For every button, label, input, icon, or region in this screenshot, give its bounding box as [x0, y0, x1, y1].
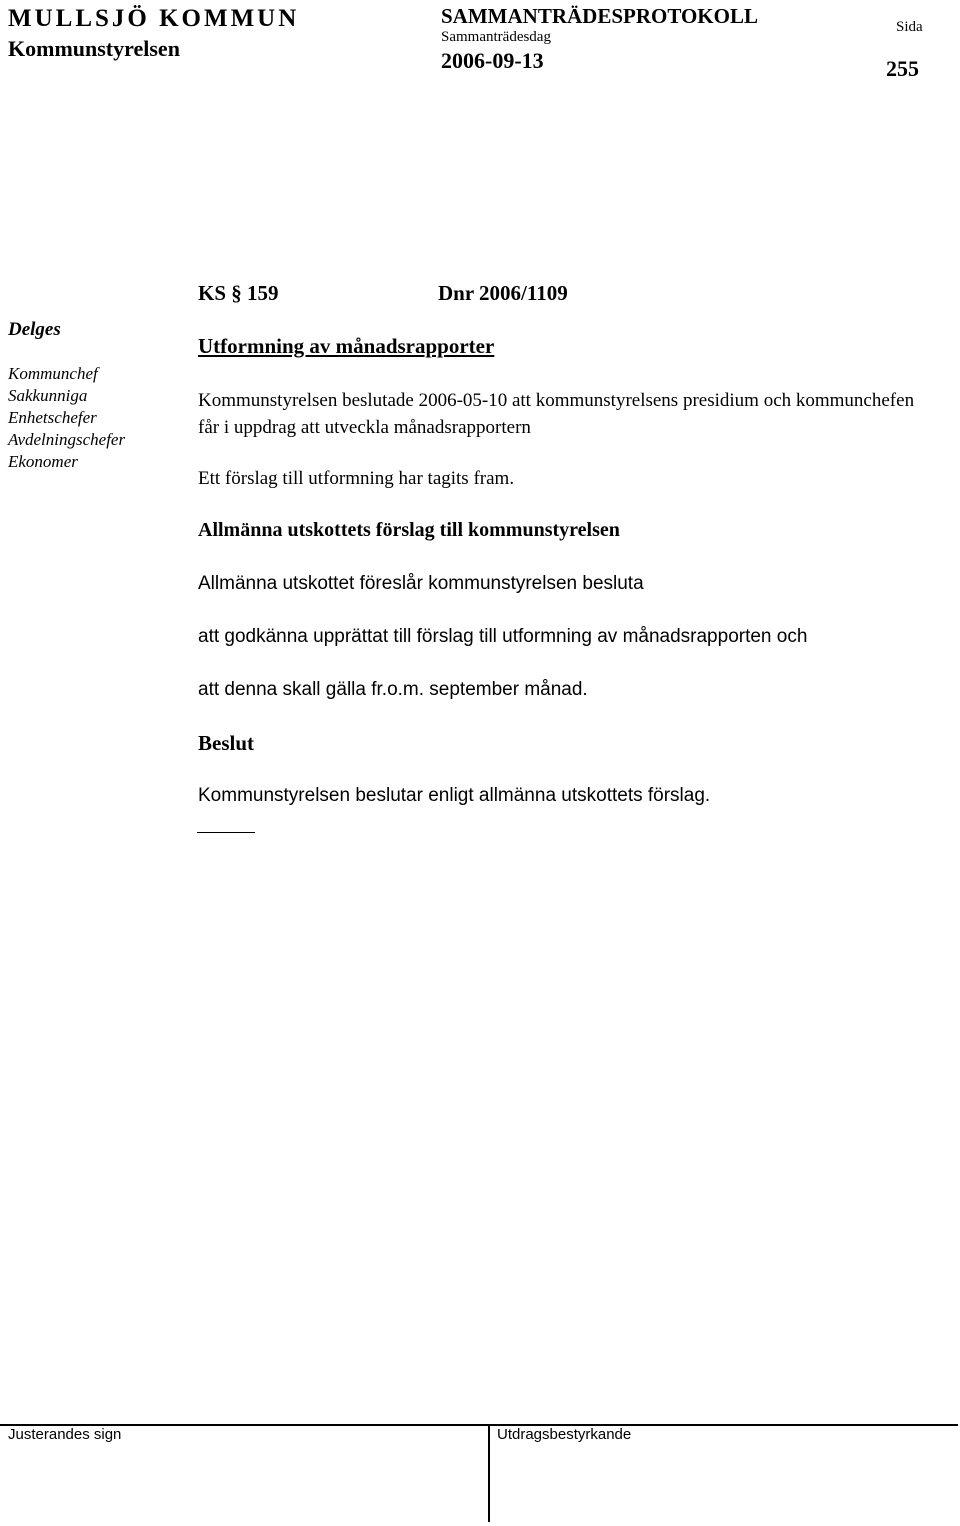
proposal-intro: Allmänna utskottet föreslår kommunstyrelsen besluta [198, 573, 644, 594]
municipality-name: MULLSJÖ KOMMUN [8, 5, 300, 32]
signature-label: Justerandes sign [8, 1426, 122, 1443]
end-rule [197, 832, 255, 833]
status-paragraph: Ett förslag till utformning har tagits fram. [198, 468, 515, 489]
distribution-title: Delges [8, 319, 61, 340]
decision-text: Kommunstyrelsen beslutar enligt allmänna utskottets förslag. [198, 785, 711, 806]
extract-certification-label: Utdragsbestyrkande [497, 1426, 632, 1443]
distribution-list [8, 363, 125, 473]
meeting-date-label: Sammanträdesdag [441, 29, 551, 45]
case-dnr: Dnr 2006/1109 [438, 281, 568, 305]
decision-heading: Beslut [198, 731, 255, 755]
distribution-recipient: Avdelningschefer [8, 430, 126, 449]
proposal-item: att godkänna upprättat till förslag till utformning av månadsrapporten och [198, 626, 808, 647]
meeting-date: 2006-09-13 [441, 48, 544, 73]
page-label: Sida [896, 19, 923, 35]
footer-column-divider [488, 1425, 490, 1522]
distribution-recipient: Enhetschefer [8, 408, 97, 427]
proposal-item: att denna skall gälla fr.o.m. september månad. [198, 679, 588, 700]
board-name: Kommunstyrelsen [8, 36, 180, 61]
distribution-recipient: Kommunchef [8, 364, 98, 383]
distribution-recipient: Sakkunniga [8, 386, 88, 405]
protocol-title: SAMMANTRÄDESPROTOKOLL [441, 4, 758, 28]
distribution-recipient: Ekonomer [8, 452, 78, 471]
page-number: 255 [886, 56, 919, 81]
case-number: KS § 159 [198, 281, 279, 305]
footer-divider [0, 1424, 958, 1426]
intro-paragraph: Kommunstyrelsen beslutade 2006-05-10 att kommunstyrelsens presidium och kommunchefen får i uppdrag att utveckla månadsrapportern [198, 390, 915, 438]
case-title: Utformning av månadsrapporter [198, 334, 495, 358]
proposal-heading: Allmänna utskottets förslag till kommunstyrelsen [198, 519, 620, 541]
